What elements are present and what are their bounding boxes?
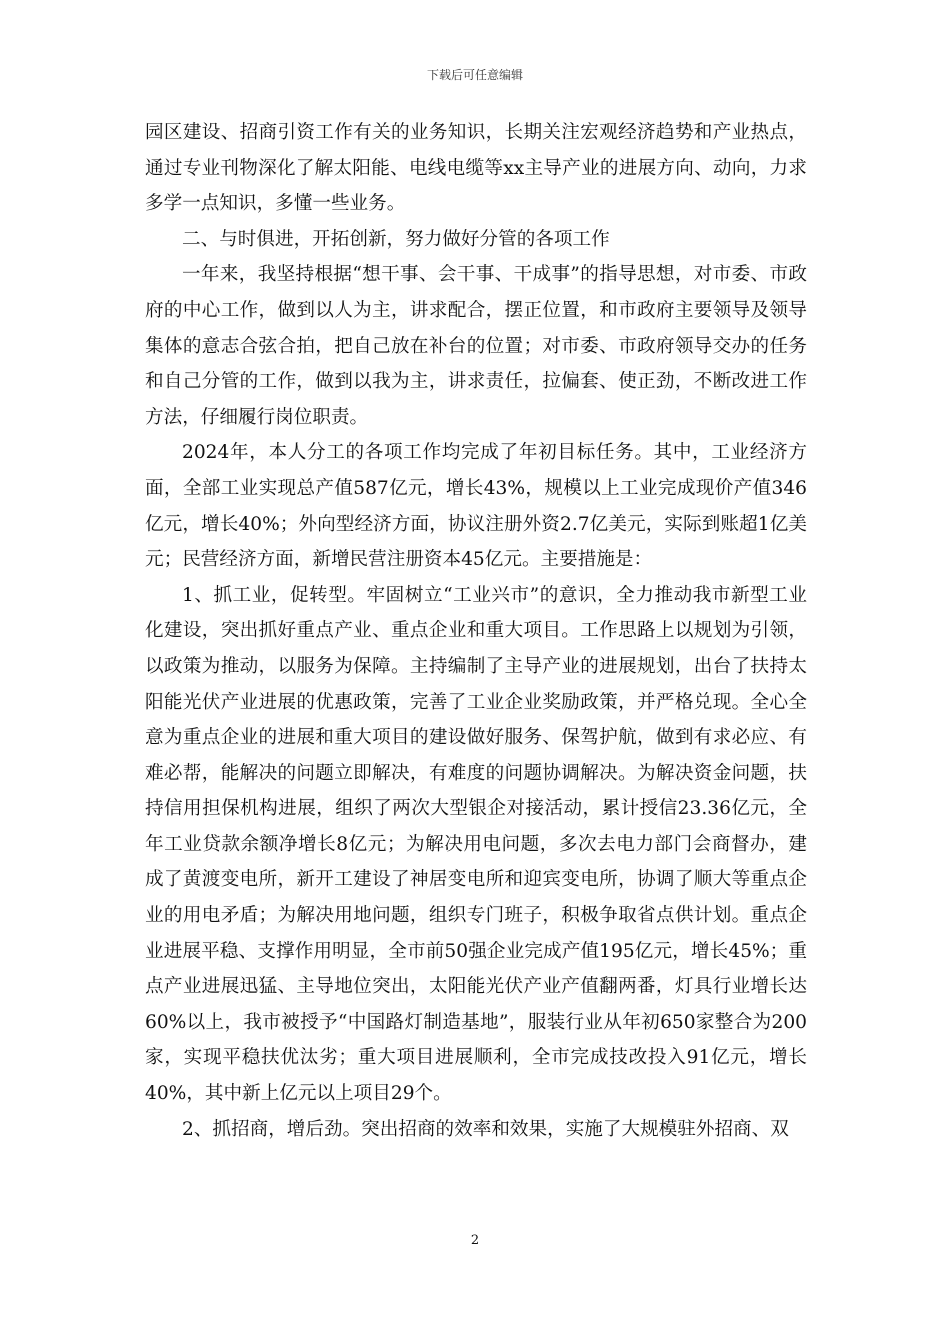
paragraph: 2024年，本人分工的各项工作均完成了年初目标任务。其中，工业经济方面，全部工业实现总产值587亿元，增长43%，规模以上工业完成现价产值346亿元，增长40%；外向型经济方面，协议注册外资2.7亿美元，实际到账超1亿美元；民营经济方面，新增民营注册资本45亿元。主要措施是： — [145, 442, 807, 571]
paragraph: 2、抓招商，增后劲。突出招商的效率和效果，实施了大规模驻外招商、双 — [182, 1118, 789, 1140]
paragraph: 一年来，我坚持根据“想干事、会干事、干成事”的指导思想，对市委、市政府的中心工作，做到以人为主，讲求配合，摆正位置，和市政府主要领导及领导集体的意志合弦合拍，把自己放在补台的位置；对市委、市政府领导交办的任务和自己分管的工作，做到以我为主，讲求责任，拉偏套、使正劲，不断改进工作方法，仔细履行岗位职责。 — [145, 264, 807, 428]
paragraph: 1、抓工业，促转型。牢固树立“工业兴市”的意识，全力推动我市新型工业化建设，突出抓好重点产业、重点企业和重大项目。工作思路上以规划为引领，以政策为推动，以服务为保障。主持编制了主导产业的进展规划，出台了扶持太阳能光伏产业进展的优惠政策，完善了工业企业奖励政策，并严格兑现。全心全意为重点企业的进展和重大项目的建设做好服务、保驾护航，做到有求必应、有难必帮，能解决的问题立即解决，有难度的问题协调解决。为解决资金问题，扶持信用担保机构进展，组织了两次大型银企对接活动，累计授信23.36亿元，全年工业贷款余额净增长8亿元；为解决用电问题，多次去电力部门会商督办，建成了黄渡变电所，新开工建设了神居变电所和迎宾变电所，协调了顺大等重点企业的用电矛盾；为解决用地问题，组织专门班子，积极争取省点供计划。重点企业进展平稳、支撑作用明显，全市前50强企业完成产值195亿元，增长45%；重点产业进展迅猛、主导地位突出，太阳能光伏产业产值翻两番，灯具行业增长达60%以上，我市被授予“中国路灯制造基地”，服装行业从年初650家整合为200家，实现平稳扶优汰劣；重大项目进展顺利，全市完成技改投入91亿元，增长40%，其中新上亿元以上项目29个。 — [145, 584, 807, 1105]
page-header: 下载后可任意编辑 — [426, 68, 523, 82]
paragraph-continuation: 园区建设、招商引资工作有关的业务知识，长期关注宏观经济趋势和产业热点，通过专业刊物深化了解太阳能、电线电缆等xx主导产业的进展方向、动向，力求多学一点知识，多懂一些业务。 — [145, 122, 807, 215]
document-body — [145, 115, 807, 1147]
page-number: 2 — [470, 1233, 480, 1248]
section-heading: 二、与时俱进，开拓创新，努力做好分管的各项工作 — [182, 228, 610, 250]
